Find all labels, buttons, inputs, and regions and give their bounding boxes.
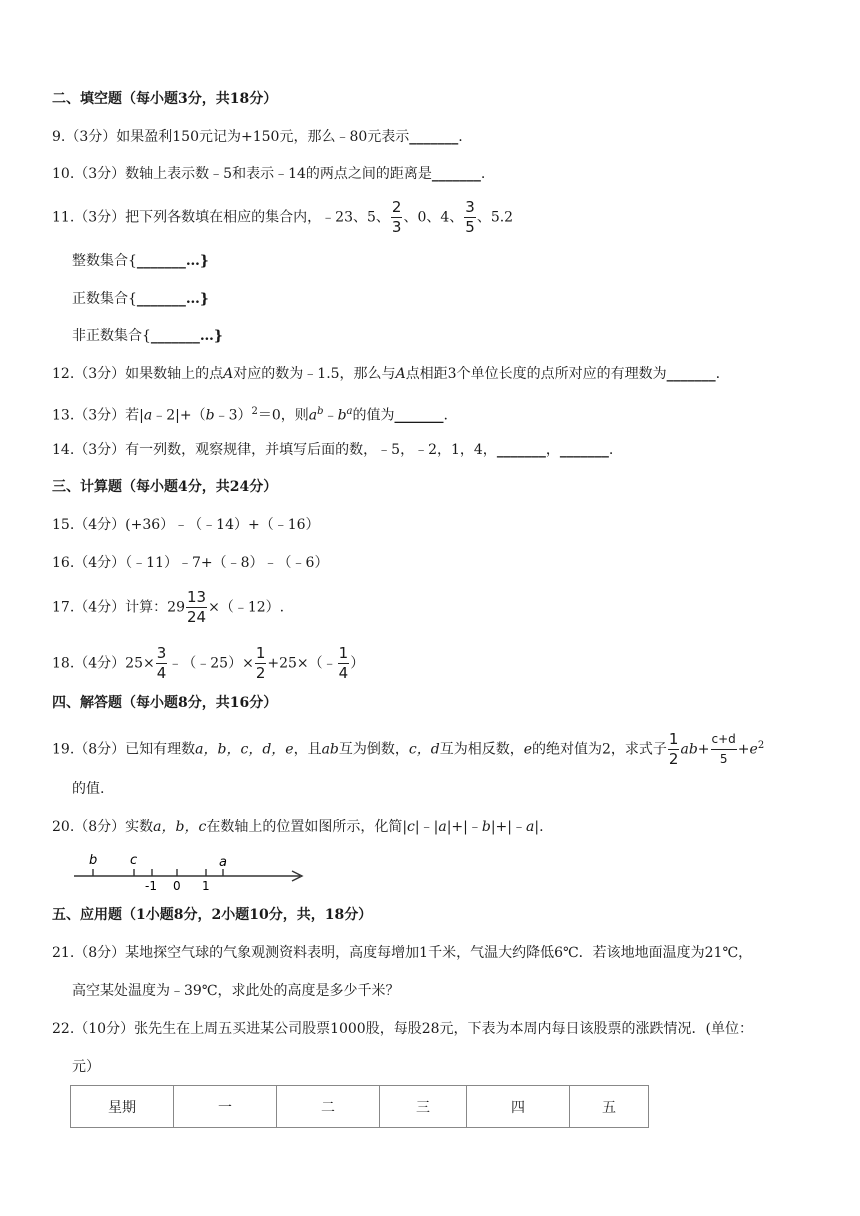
label-c: c [130,853,138,868]
label-neg1: -1 [145,879,157,893]
question-16: 16.（4分）（﹣11）﹣7+（﹣8）﹣（﹣6） [52,555,329,571]
section-application-title: 五、应用题（1小题8分，2小题10分，共，18分） [52,907,373,923]
label-1: 1 [202,879,210,893]
table-cell-thursday: 四 [467,1086,570,1128]
label-b: b [89,853,98,868]
question-13: 13.（3分）若|a﹣2|+（b﹣3）$^2$＝0，则$a^b﹣b^a$的值为_______. [52,406,448,424]
table-cell-tuesday: 二 [277,1086,380,1128]
section-fill-blank-title: 二、填空题（每小题3分，共18分） [52,91,278,107]
question-21: 21.（8分）某地探空气球的气象观测资料表明，高度每增加1千米，气温大约降低6℃．若该地地面温度为21℃， [52,945,753,961]
non-positive-set: 非正数集合{_______…} [72,328,223,344]
question-12: 12.（3分）如果数轴上的点A对应的数为﹣1.5，那么与A点相距3个单位长度的点所对应的有理数为_______. [52,366,721,382]
integer-set: 整数集合{_______…} [72,253,209,269]
fraction-1-2: $\frac{1}{2}$ [255,644,266,682]
question-21-line2: 高空某处温度为﹣39℃，求此处的高度是多少千米？ [72,983,400,999]
positive-set: 正数集合{_______…} [72,291,209,307]
fraction-2-3: $\frac{2}{3}$ [391,198,402,236]
fraction-1-2: $\frac{1}{2}$ [668,730,679,768]
table-cell-weekday-header: 星期 [71,1086,174,1128]
question-10: 10.（3分）数轴上表示数﹣5和表示﹣14的两点之间的距离是_______. [52,166,486,182]
fraction-3-5: $\frac{3}{5}$ [465,198,475,236]
question-14: 14.（3分）有一列数，观察规律，并填写后面的数，﹣5，﹣2，1，4，_______，_______. [52,442,614,458]
question-18: 18.（4分）25× $\frac{3}{4}$ ﹣（﹣25）× $\frac{1}{2}$ +25×（﹣ $\frac{1}{4}$ ） [52,644,365,682]
question-17: 17.（4分）计算：29 $\frac{13}{24}$ ×（﹣12）. [52,588,285,626]
table-cell-wednesday: 三 [380,1086,467,1128]
question-22: 22.（10分）张先生在上周五买进某公司股票1000股，每股28元，下表为本周内每日该股票的涨跌情况．(单位： [52,1021,753,1037]
question-9: 9.（3分）如果盈利150元记为+150元，那么﹣80元表示_______. [52,129,463,145]
number-line-figure [66,848,316,894]
fraction-1-4: $\frac{1}{4}$ [338,644,349,682]
section-calculation-title: 三、计算题（每小题4分，共24分） [52,479,278,495]
table-row [71,1086,649,1128]
question-19: 19.（8分）已知有理数a，b，c，d，e，且ab互为倒数，c，d互为相反数，e的绝对值为2，求式子 $\frac{1}{2}$ ab+ $\frac{c+d}{5}$ $+e^2$ [52,730,765,768]
label-a: a [219,855,227,870]
fraction-c-plus-d-over-5: $\frac{c+d}{5}$ [711,732,736,766]
fraction-3-4: $\frac{3}{4}$ [156,644,167,682]
question-22-line2: 元） [72,1059,100,1075]
label-0: 0 [173,879,181,893]
section-answer-title: 四、解答题（每小题8分，共16分） [52,695,278,711]
question-15: 15.（4分）(+36）﹣（﹣14）+（﹣16） [52,517,320,533]
question-19-line2: 的值. [72,781,105,797]
table-cell-friday: 五 [570,1086,649,1128]
table-cell-monday: 一 [174,1086,277,1128]
question-11: 11.（3分）把下列各数填在相应的集合内，﹣23、5、 $\frac{2}{3}$ 、0、4、 $\frac{3}{5}$ 、5.2 [52,198,514,236]
fraction-13-24: $\frac{13}{24}$ [187,588,207,626]
question-20: 20.（8分）实数a，b，c在数轴上的位置如图所示，化简|c|﹣|a|+|﹣b|+|﹣a|. [52,819,544,835]
stock-change-table [70,1085,649,1128]
